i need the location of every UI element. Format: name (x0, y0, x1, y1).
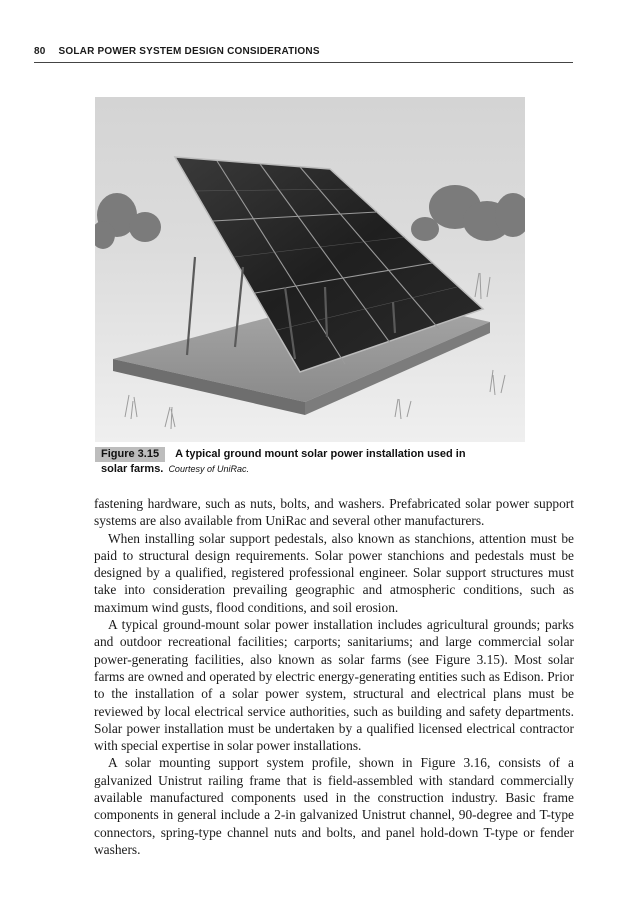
paragraph: A solar mounting support system profile, shown in Figure 3.16, consists of a galvanized Unistrut railing frame that is field-assembled with standard commercially available manufactured components used in the construction industry. Basic frame components in general include a 2-in galvanized Unistrut channel, 90-degree and T-type connectors, spring-type channel nuts and bolts, and panel hold-down T-type or fender washers. (94, 755, 574, 857)
body-text (94, 495, 574, 858)
figure-label: Figure 3.15 (95, 447, 165, 462)
figure-caption (95, 447, 525, 477)
figure-title-line1: A typical ground mount solar power installation used in (175, 448, 466, 460)
paragraph: fastening hardware, such as nuts, bolts, and washers. Prefabricated solar power support systems are also available from UniRac and several other manufacturers. (94, 496, 574, 529)
page-number: 80 (34, 46, 46, 57)
solar-array-illustration (95, 97, 525, 442)
figure-credit: Courtesy of UniRac. (168, 464, 249, 474)
paragraph: A typical ground-mount solar power installation includes agricultural grounds; parks and outdoor recreational facilities; carports; sanitariums; and large commercial solar power-generating facilities, also known as solar farms (see Figure 3.15). Most solar farms are owned and operated by electric energy-generating entities such as Edison. Prior to the installation of a solar power system, structural and electrical plans must be reviewed by local electrical service authorities, such as building and safety departments. Solar power installation must be undertaken by a qualified licensed electrical contractor with special expertise in solar power installations. (94, 617, 574, 754)
figure-title-line2: solar farms. (101, 463, 164, 475)
running-header (34, 46, 573, 63)
paragraph: When installing solar support pedestals, also known as stanchions, attention must be paid to structural design requirements. Solar power stanchions and pedestals must be designed by a qualified, registered professional engineer. Solar support structures must take into consideration prevailing geographic and atmospheric conditions, such as maximum wind gusts, flood conditions, and soil erosion. (94, 530, 574, 615)
figure-image (95, 97, 525, 442)
running-title: SOLAR POWER SYSTEM DESIGN CONSIDERATIONS (58, 46, 320, 57)
